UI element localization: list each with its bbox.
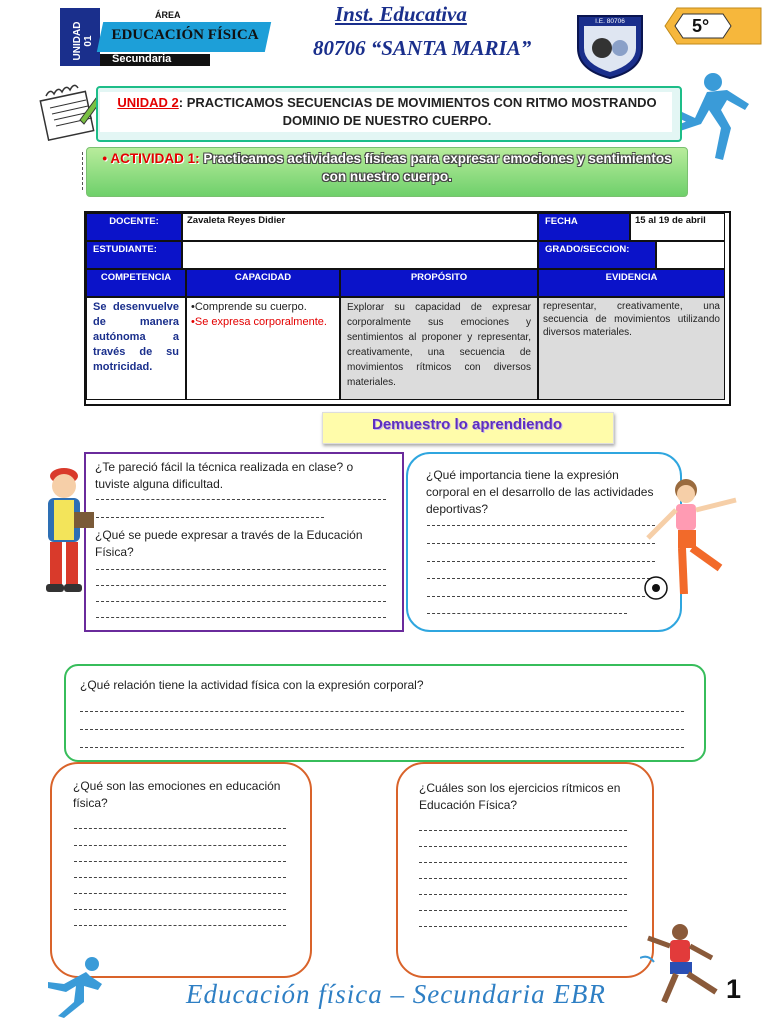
docente-value: Zavaleta Reyes Didier [182, 213, 538, 241]
header-evidencia: EVIDENCIA [538, 269, 725, 297]
grade-badge [663, 6, 763, 46]
actividad-heading [96, 150, 678, 186]
answer-line[interactable] [96, 517, 324, 518]
answer-line[interactable] [96, 499, 386, 500]
answer-line[interactable] [419, 910, 627, 911]
header-capacidad: CAPACIDAD [186, 269, 340, 297]
sprinter-silhouette-icon [40, 954, 112, 1020]
answer-line[interactable] [96, 569, 386, 570]
answer-line[interactable] [74, 845, 286, 846]
area-label: ÁREA [155, 10, 181, 20]
competencia-text: Se desenvuelve de manera autónoma a través de su motricidad. [86, 297, 186, 400]
answer-line[interactable] [80, 711, 684, 712]
answer-line[interactable] [419, 878, 627, 879]
answer-line[interactable] [427, 596, 645, 597]
answer-line[interactable] [427, 561, 655, 562]
footer-text: Educación física – Secundaria EBR [186, 979, 606, 1009]
answer-line[interactable] [74, 925, 286, 926]
grado-label: GRADO/SECCION: [538, 241, 656, 269]
runner-athlete-illustration [640, 918, 732, 1010]
page-number: 1 [726, 974, 742, 1004]
fecha-label: FECHA [538, 213, 630, 241]
grado-field[interactable] [656, 241, 725, 269]
question-5: ¿Qué son las emociones en educación física? [73, 779, 281, 810]
area-title: EDUCACIÓN FÍSICA [111, 27, 259, 43]
answer-line[interactable] [419, 830, 627, 831]
answer-line[interactable] [427, 578, 655, 579]
answer-line[interactable] [74, 877, 286, 878]
answer-line[interactable] [96, 585, 386, 586]
question-4: ¿Qué relación tiene la actividad física con la expresión corporal? [80, 678, 424, 692]
info-table [84, 211, 731, 406]
answer-line[interactable] [80, 729, 684, 730]
capacidad-item: •Se expresa corporalmente. [191, 316, 327, 328]
institution-name: 80706 “SANTA MARIA” [313, 36, 532, 60]
school-shield-logo [574, 12, 646, 80]
actividad-bullet: • [102, 151, 108, 166]
header-competencia: COMPETENCIA [86, 269, 186, 297]
institution-title: Inst. Educativa [335, 2, 467, 26]
unidad-label: UNIDAD 2 [117, 95, 179, 110]
estudiante-label: ESTUDIANTE: [86, 241, 182, 269]
proposito-text: Explorar su capacidad de expresar corporalmente sus emociones y sentimientos al proponer y representar, creativamente, una secuencia de movimientos rítmicos con diversos materiales. [340, 297, 538, 400]
actividad-label: ACTIVIDAD 1: [110, 151, 200, 166]
question-2: ¿Qué se puede expresar a través de la Educación Física? [95, 528, 363, 559]
answer-line[interactable] [74, 893, 286, 894]
header-proposito: PROPÓSITO [340, 269, 538, 297]
question-3: ¿Qué importancia tiene la expresión corporal en el desarrollo de las actividades deportivas? [426, 468, 654, 516]
answer-line[interactable] [80, 747, 684, 748]
answer-line[interactable] [74, 828, 286, 829]
capacidad-item: •Comprende su cuerpo. [191, 301, 307, 313]
area-subtitle: Secundaria [112, 53, 172, 65]
question-6: ¿Cuáles son los ejercicios rítmicos en Educación Física? [419, 781, 621, 812]
question-1: ¿Te pareció fácil la técnica realizada en clase? o tuviste alguna dificultad. [95, 460, 354, 491]
answer-line[interactable] [96, 617, 386, 618]
evidencia-text: representar, creativamente, una secuencia de movimientos utilizando diversos materiales. [538, 297, 725, 400]
answer-line[interactable] [74, 861, 286, 862]
demuestro-title: Demuestro lo aprendiendo [371, 416, 563, 433]
actividad-text: Practicamos actividades físicas para expresar emociones y sentimientos con nuestro cuerpo. [203, 151, 672, 184]
fecha-value: 15 al 19 de abril [630, 213, 725, 241]
estudiante-field[interactable] [182, 241, 538, 269]
answer-line[interactable] [96, 601, 386, 602]
unidad-text: : PRACTICAMOS SECUENCIAS DE MOVIMIENTOS CON RITMO MOSTRANDO DOMINIO DE NUESTRO CUERPO. [178, 95, 657, 128]
answer-line[interactable] [74, 909, 286, 910]
answer-line[interactable] [419, 846, 627, 847]
grade-value: 5° [692, 16, 710, 36]
shield-text: I.E. 80706 [595, 18, 625, 25]
answer-line[interactable] [427, 525, 655, 526]
dashed-divider [82, 152, 83, 190]
answer-line[interactable] [419, 926, 627, 927]
unidad-heading [104, 94, 670, 130]
answer-line[interactable] [427, 543, 655, 544]
docente-label: DOCENTE: [86, 213, 182, 241]
answer-line[interactable] [427, 613, 627, 614]
girl-soccer-illustration [640, 476, 744, 614]
answer-line[interactable] [419, 894, 627, 895]
capacidad-list [186, 297, 340, 400]
answer-line[interactable] [419, 862, 627, 863]
unidad-tab-label: UNIDAD 01 [72, 21, 94, 61]
